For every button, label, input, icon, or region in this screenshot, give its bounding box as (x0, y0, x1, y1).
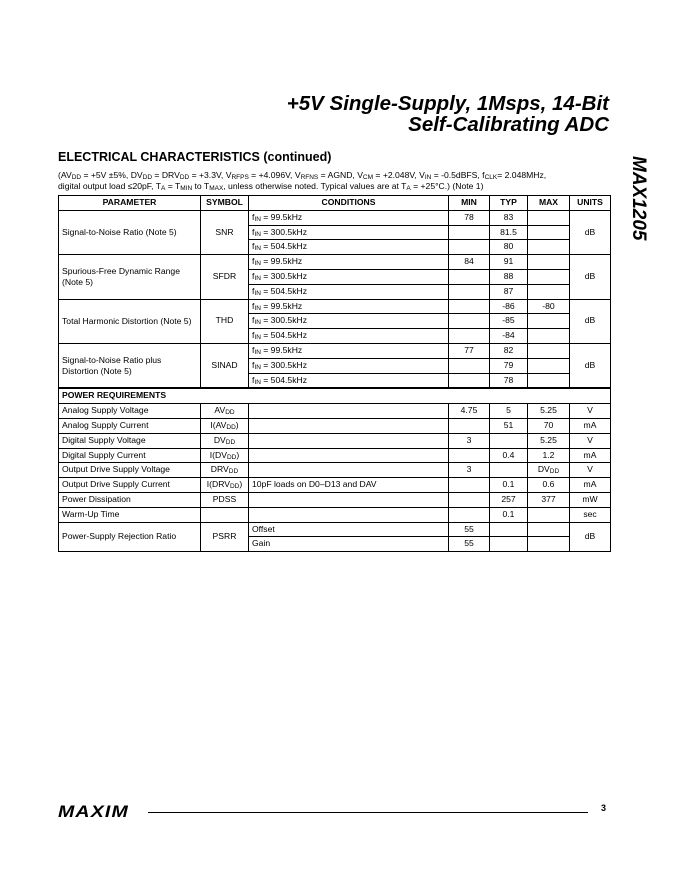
min-cell (449, 358, 490, 373)
min-cell (449, 284, 490, 299)
symbol-cell: $I(DRV_{DD})$ (201, 478, 249, 493)
min-cell (449, 373, 490, 388)
parameter-cell: Signal-to-Noise Ratio plus Distortion (Note 5) (59, 343, 201, 388)
condition-cell (249, 463, 449, 478)
parameter-cell: Digital Supply Current (59, 448, 201, 463)
section-title: ELECTRICAL CHARACTERISTICS (continued) (58, 150, 332, 164)
max-cell (528, 255, 570, 270)
col-header: MIN (449, 196, 490, 211)
condition-cell: $f_{IN} = 99.5kHz$ (249, 210, 449, 225)
symbol-cell: PDSS (201, 492, 249, 507)
max-cell: 5.25 (528, 404, 570, 419)
parameter-cell: Output Drive Supply Current (59, 478, 201, 493)
min-cell: 77 (449, 343, 490, 358)
min-cell (449, 314, 490, 329)
typ-cell (490, 537, 528, 552)
parameter-cell: Spurious-Free Dynamic Range (Note 5) (59, 255, 201, 299)
symbol-cell (201, 507, 249, 522)
table-row (59, 433, 611, 448)
max-cell: 70 (528, 418, 570, 433)
power-requirements-heading: POWER REQUIREMENTS (59, 388, 611, 403)
parameter-cell: Warm-Up Time (59, 507, 201, 522)
condition-cell: Offset (249, 522, 449, 537)
condition-cell: $f_{IN} = 300.5kHz$ (249, 358, 449, 373)
page-title-line2: Self-Calibrating ADC (408, 113, 609, 136)
condition-cell: $f_{IN} = 300.5kHz$ (249, 269, 449, 284)
electrical-characteristics-table (58, 195, 611, 552)
table-row (59, 507, 611, 522)
condition-cell: $f_{IN} = 504.5kHz$ (249, 240, 449, 255)
min-cell: 78 (449, 210, 490, 225)
min-cell (449, 240, 490, 255)
symbol-cell: THD (201, 299, 249, 343)
max-cell: $DV_{DD}$ (528, 463, 570, 478)
col-header: TYP (490, 196, 528, 211)
parameter-cell: Output Drive Supply Voltage (59, 463, 201, 478)
min-cell (449, 507, 490, 522)
min-cell (449, 478, 490, 493)
typ-cell: 0.1 (490, 478, 528, 493)
max-cell (528, 314, 570, 329)
condition-cell (249, 448, 449, 463)
typ-cell: 0.4 (490, 448, 528, 463)
max-cell: -80 (528, 299, 570, 314)
parameter-cell: Digital Supply Voltage (59, 433, 201, 448)
max-cell: 1.2 (528, 448, 570, 463)
typ-cell: -86 (490, 299, 528, 314)
col-header: UNITS (570, 196, 611, 211)
max-cell (528, 240, 570, 255)
min-cell: 3 (449, 463, 490, 478)
condition-cell (249, 492, 449, 507)
col-header: PARAMETER (59, 196, 201, 211)
parameter-cell: Analog Supply Voltage (59, 404, 201, 419)
max-cell: 0.6 (528, 478, 570, 493)
max-cell (528, 358, 570, 373)
condition-cell (249, 404, 449, 419)
min-cell: 55 (449, 537, 490, 552)
symbol-cell: SINAD (201, 343, 249, 388)
typ-cell: 81.5 (490, 225, 528, 240)
table-row (59, 463, 611, 478)
symbol-cell: SNR (201, 210, 249, 254)
units-cell: dB (570, 343, 611, 388)
section-header-row (59, 388, 611, 403)
typ-cell: 83 (490, 210, 528, 225)
max-cell (528, 329, 570, 344)
condition-cell: $f_{IN} = 504.5kHz$ (249, 284, 449, 299)
table-row (59, 418, 611, 433)
max-cell (528, 522, 570, 537)
symbol-cell: $I(DV_{DD})$ (201, 448, 249, 463)
units-cell: V (570, 463, 611, 478)
typ-cell (490, 433, 528, 448)
page-number: 3 (601, 803, 607, 813)
typ-cell: -85 (490, 314, 528, 329)
min-cell: 4.75 (449, 404, 490, 419)
min-cell (449, 448, 490, 463)
test-conditions: ($AV_{DD} = +5V \pm 5\%$, $DV_{DD} = DRV_{DD} = +3.3V$, $V_{RFPS} = +4.096V$, $V_{RFNS}$ = AGND, $V_{CM} = +2.048V$, $V_{IN}$ = -0.5dBFS, $f_{CLK}= 2.048MHz$, digital output load ≤20pF, $T_A = T_{MIN}$ to $T_{MAX}$, unless otherwise noted. Typical values are at $T_A = +25^\circ C$.) (Note 1) (58, 170, 547, 192)
condition-cell (249, 433, 449, 448)
parameter-cell: Signal-to-Noise Ratio (Note 5) (59, 210, 201, 254)
typ-cell: 0.1 (490, 507, 528, 522)
condition-cell: $f_{IN} = 99.5kHz$ (249, 343, 449, 358)
condition-cell: $f_{IN} = 300.5kHz$ (249, 225, 449, 240)
page-title-line1: +5V Single-Supply, 1Msps, 14-Bit (286, 92, 609, 115)
max-cell (528, 269, 570, 284)
table-row (59, 522, 611, 537)
units-cell: mA (570, 448, 611, 463)
max-cell (528, 284, 570, 299)
typ-cell: 87 (490, 284, 528, 299)
min-cell (449, 225, 490, 240)
typ-cell: 79 (490, 358, 528, 373)
max-cell (528, 343, 570, 358)
typ-cell: 82 (490, 343, 528, 358)
typ-cell: -84 (490, 329, 528, 344)
parameter-cell: Power Dissipation (59, 492, 201, 507)
symbol-cell: $I(AV_{DD})$ (201, 418, 249, 433)
side-part-number: MAX1205 (628, 156, 649, 241)
condition-cell: $f_{IN} = 99.5kHz$ (249, 299, 449, 314)
col-header: MAX (528, 196, 570, 211)
units-cell: mA (570, 478, 611, 493)
units-cell: mW (570, 492, 611, 507)
min-cell: 55 (449, 522, 490, 537)
min-cell (449, 329, 490, 344)
footer-divider (148, 812, 588, 813)
parameter-cell: Analog Supply Current (59, 418, 201, 433)
typ-cell: 88 (490, 269, 528, 284)
symbol-cell: $AV_{DD}$ (201, 404, 249, 419)
parameter-cell: Power-Supply Rejection Ratio (59, 522, 201, 552)
symbol-cell: SFDR (201, 255, 249, 299)
min-cell (449, 299, 490, 314)
table-row (59, 478, 611, 493)
min-cell: 84 (449, 255, 490, 270)
units-cell: V (570, 433, 611, 448)
max-cell (528, 225, 570, 240)
symbol-cell: $DV_{DD}$ (201, 433, 249, 448)
col-header: SYMBOL (201, 196, 249, 211)
typ-cell: 5 (490, 404, 528, 419)
max-cell: 377 (528, 492, 570, 507)
condition-cell (249, 418, 449, 433)
min-cell (449, 492, 490, 507)
condition-cell: 10pF loads on D0–D13 and DAV (249, 478, 449, 493)
typ-cell (490, 463, 528, 478)
symbol-cell: $DRV_{DD}$ (201, 463, 249, 478)
max-cell (528, 507, 570, 522)
max-cell (528, 537, 570, 552)
table-row (59, 255, 611, 270)
condition-cell: $f_{IN} = 504.5kHz$ (249, 373, 449, 388)
units-cell: dB (570, 299, 611, 343)
max-cell: 5.25 (528, 433, 570, 448)
symbol-cell: PSRR (201, 522, 249, 552)
header-row (59, 196, 611, 211)
max-cell (528, 210, 570, 225)
table-row (59, 492, 611, 507)
table-row (59, 404, 611, 419)
typ-cell: 78 (490, 373, 528, 388)
table-row (59, 299, 611, 314)
typ-cell: 80 (490, 240, 528, 255)
min-cell (449, 418, 490, 433)
condition-cell (249, 507, 449, 522)
units-cell: dB (570, 210, 611, 254)
typ-cell: 257 (490, 492, 528, 507)
units-cell: sec (570, 507, 611, 522)
typ-cell (490, 522, 528, 537)
units-cell: mA (570, 418, 611, 433)
condition-cell: Gain (249, 537, 449, 552)
typ-cell: 51 (490, 418, 528, 433)
condition-cell: $f_{IN} = 504.5kHz$ (249, 329, 449, 344)
table-row (59, 210, 611, 225)
max-cell (528, 373, 570, 388)
min-cell: 3 (449, 433, 490, 448)
col-header: CONDITIONS (249, 196, 449, 211)
units-cell: V (570, 404, 611, 419)
min-cell (449, 269, 490, 284)
units-cell: dB (570, 255, 611, 299)
maxim-logo: MAXIM (58, 802, 129, 821)
parameter-cell: Total Harmonic Distortion (Note 5) (59, 299, 201, 343)
table-row (59, 343, 611, 358)
units-cell: dB (570, 522, 611, 552)
typ-cell: 91 (490, 255, 528, 270)
table-row (59, 448, 611, 463)
condition-cell: $f_{IN} = 99.5kHz$ (249, 255, 449, 270)
condition-cell: $f_{IN} = 300.5kHz$ (249, 314, 449, 329)
